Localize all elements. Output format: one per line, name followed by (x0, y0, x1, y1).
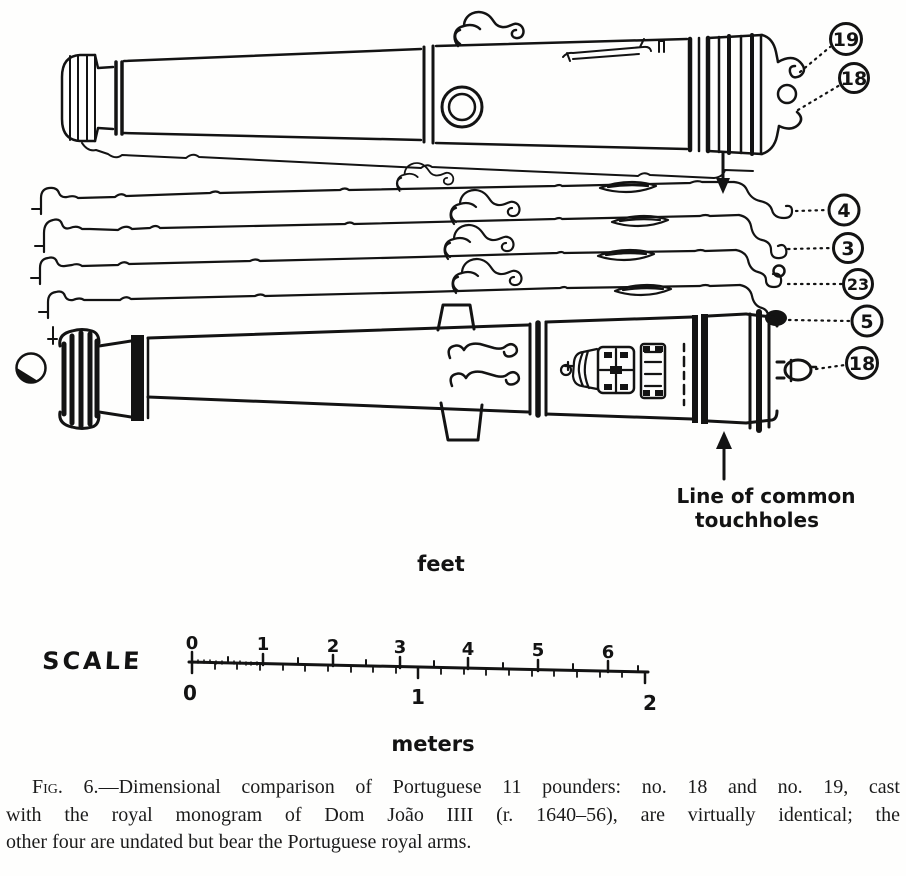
feet-tick-1: 1 (256, 634, 270, 655)
touchhole-arrow-down-head (716, 178, 730, 194)
top-cannon-barrel-a (124, 49, 421, 140)
outline-2-cascabel (739, 215, 786, 258)
callout-5 (789, 306, 882, 336)
caption-line-1-text: —Dimensional comparison of Portuguese 11 pounders: no. 18 and no. 19, cast (98, 776, 900, 798)
callout-18-bottom (816, 348, 878, 379)
arms-center (610, 366, 622, 374)
touchhole-arrow-down (716, 153, 730, 194)
outline-1-cascabel (734, 182, 792, 218)
callout-4 (796, 195, 859, 225)
caption-fig-label: Fig. 6. (32, 776, 99, 798)
bottom-band-2 (692, 315, 698, 423)
top-cannon-bore-ring-inner (449, 94, 475, 120)
scale-label: SCALE (41, 647, 144, 675)
touchhole-annotation-line1: Line of common (676, 484, 856, 508)
top-cannon (62, 12, 804, 178)
bottom-barrel (148, 325, 528, 412)
outline-2-dolphin (451, 190, 520, 224)
feet-tick-0: 0 (185, 633, 199, 654)
bottom-band-3 (701, 314, 708, 424)
bottom-neck (99, 341, 131, 417)
caption-line-3 (6, 829, 900, 857)
arms-q2 (620, 352, 628, 358)
arms-q4 (620, 384, 628, 390)
callouts (788, 24, 882, 379)
callout-18-bottom-label: 18 (848, 353, 876, 375)
callout-23 (788, 270, 873, 299)
button-knob (785, 360, 811, 380)
callout-18-top (798, 64, 869, 111)
arms-q3 (604, 384, 612, 390)
feet-tick-6: 6 (601, 642, 615, 663)
figure-caption (0, 774, 906, 857)
touchhole-annotation (676, 431, 855, 532)
meters-label: meters (391, 732, 475, 756)
meter-tick-2: 2 (643, 691, 657, 715)
top-cannon-band-1 (116, 62, 122, 134)
scale-bar (42, 633, 657, 715)
feet-tick-4: 4 (461, 639, 475, 660)
top-cannon-muzzle-ridges (70, 55, 95, 141)
callout-23-label: 23 (846, 275, 870, 294)
feet-tick-3: 3 (393, 637, 407, 658)
arms-panel-blob-1 (643, 346, 650, 352)
callout-4-leader (796, 210, 828, 211)
caption-line-2-text: with the royal monogram of Dom João IIII (r. 1640–56), are virtually identical; the (6, 803, 900, 826)
top-cannon-dolphin-handle (455, 12, 524, 46)
touchhole-annotation-line2: touchholes (695, 508, 819, 532)
meter-tick-0: 0 (183, 681, 197, 705)
middle-cannon-outline-1 (41, 163, 792, 218)
top-cannon-neck (95, 55, 113, 141)
top-cannon-breech-rings (719, 35, 761, 154)
muzzle-datum-tick (48, 327, 57, 344)
bottom-cannon (17, 305, 817, 440)
top-cannon-ring-pair (424, 46, 433, 143)
arms-panel-blob-4 (655, 390, 663, 396)
top-cannon-cascabel (762, 35, 779, 154)
callout-3 (788, 234, 863, 263)
bottom-band-1 (131, 335, 144, 421)
arms-q1 (604, 352, 612, 358)
button-neck (777, 362, 784, 378)
top-cannon-cascabel-scroll-lower (779, 112, 801, 129)
top-cannon-cascabel-scroll-upper (778, 58, 804, 77)
outline-4-cascabel (740, 285, 768, 316)
arms-panel-blob-3 (643, 390, 650, 396)
callout-18-top-leader (798, 85, 840, 110)
cannonball (17, 354, 46, 383)
callout-19-leader (800, 47, 830, 72)
arms-panel-blob-2 (655, 346, 663, 352)
meter-tick-1: 1 (411, 685, 425, 709)
touchhole-arrow-up-head (716, 431, 732, 449)
cannonball-shading (17, 368, 38, 383)
top-cannon-sight-pin (659, 41, 664, 52)
bottom-muzzle-ridges (64, 333, 97, 426)
caption-line-2 (6, 802, 900, 830)
middle-cannon-outlines (31, 163, 792, 326)
top-cannon-barrel-b (436, 39, 687, 149)
callout-18-bottom-leader (816, 365, 845, 369)
outline-3-profile (40, 250, 736, 284)
callout-3-leader (788, 248, 833, 249)
lifting-handle-2 (451, 372, 519, 386)
arms-panel-marks (645, 352, 661, 386)
outline-4-dolphin (453, 259, 522, 293)
lifting-handle-1 (449, 344, 517, 358)
caption-line-1 (6, 774, 900, 802)
caption-line-3-text: other four are undated but bear the Portuguese royal arms. (6, 831, 472, 853)
feet-label: feet (417, 552, 465, 576)
outline-left-ticks (31, 209, 47, 312)
callout-5-leader (789, 320, 851, 321)
middle-cannon-outline-2 (44, 190, 786, 258)
callout-18-top-label: 18 (840, 68, 868, 90)
middle-cannon-outline-4 (48, 259, 787, 326)
bottom-breech (708, 314, 746, 423)
feet-tick-2: 2 (326, 636, 340, 657)
middle-cannon-outline-3 (40, 225, 785, 287)
top-cannon-cascabel-boss (778, 85, 796, 103)
royal-arms (561, 344, 665, 398)
callout-3-label: 3 (841, 238, 855, 260)
callout-4-label: 4 (837, 200, 851, 222)
callout-5-label: 5 (860, 311, 874, 333)
callout-19-label: 19 (832, 29, 860, 51)
feet-tick-5: 5 (531, 640, 545, 661)
outline-4-profile (48, 285, 740, 318)
